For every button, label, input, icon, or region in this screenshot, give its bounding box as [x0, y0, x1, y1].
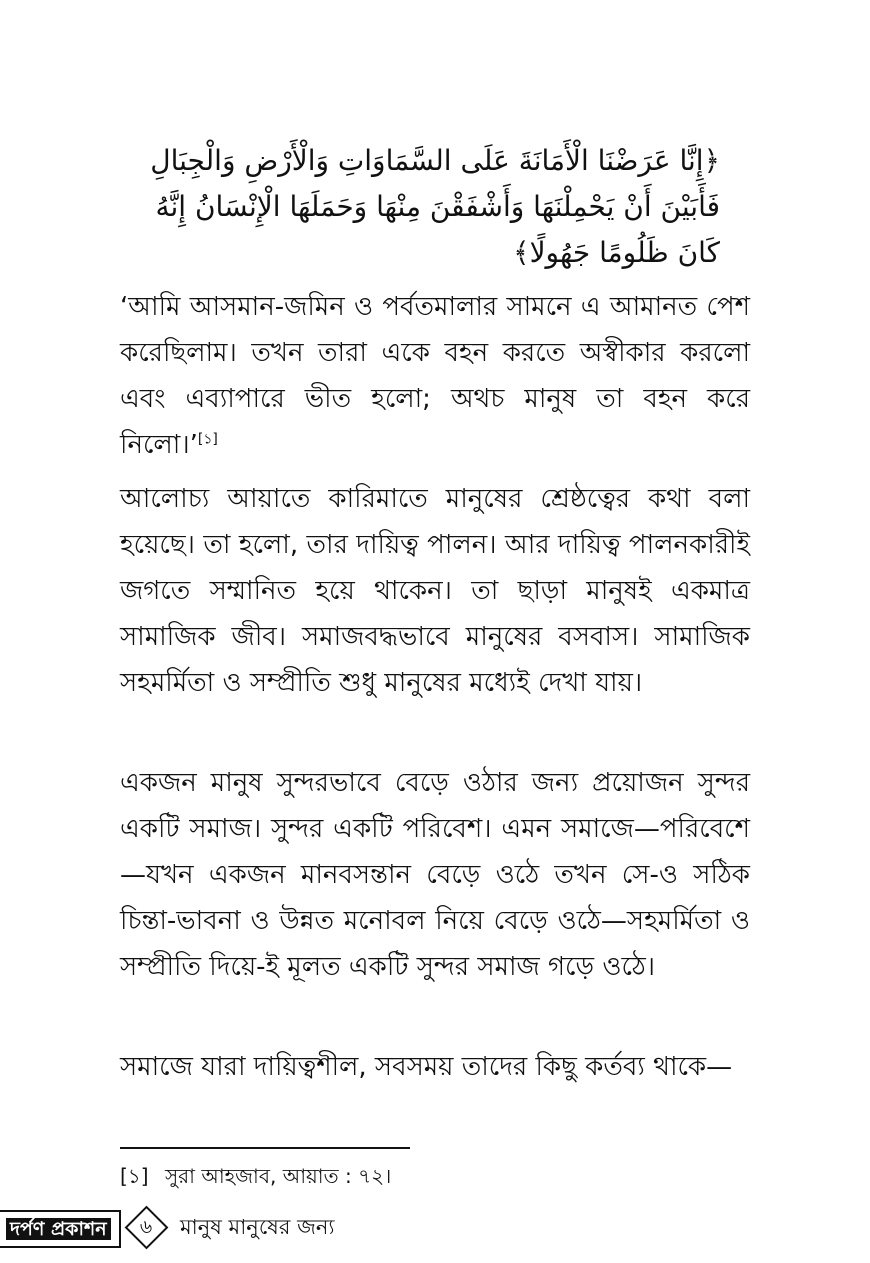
page-number-badge	[126, 1207, 166, 1247]
footnote	[120, 1161, 750, 1191]
verse-translation-paragraph	[120, 284, 750, 468]
verse-line: كَانَ ظَلُومًا جَهُولًا﴾	[513, 236, 720, 269]
verse-line: فَأَبَيْنَ أَنْ يَحْمِلْنَهَا وَأَشْفَقْنَ مِنْهَا وَحَمَلَهَا الْإِنْسَانُ إِنَّهُ	[155, 190, 720, 223]
publisher-name: দর্পণ প্রকাশন	[6, 1218, 111, 1240]
quran-verse	[150, 138, 720, 276]
paragraph-text: সমাজে যারা দায়িত্বশীল, সবসময় তাদের কিছু কর্তব্য থাকে—	[120, 1052, 733, 1082]
paragraph-text: ‘আমি আসমান-জমিন ও পর্বতমালার সামনে এ আমানত পেশ করেছিলাম। তখন তারা একে বহন করতে অস্বীকার করলো এবং এব্যাপারে ভীত হলো; অথচ মানুষ তা বহন করে নিলো।’	[120, 292, 750, 460]
footnote-text: সুরা আহজাব, আয়াত : ৭২।	[164, 1164, 392, 1188]
paragraph-text: একজন মানুষ সুন্দরভাবে বেড়ে ওঠার জন্য প্রয়োজন সুন্দর একটি সমাজ। সুন্দর একটি পরিবেশ। এমন সমাজে—পরিবেশে—যখন একজন মানবসন্তান বেড়ে ওঠে তখন সে-ও সঠিক চিন্তা-ভাবনা ও উন্নত মনোবল নিয়ে বেড়ে ওঠে—সহমর্মিতা ও সম্প্রীতি দিয়ে-ই মূলত একটি সুন্দর সমাজ গড়ে ওঠে।	[120, 768, 750, 982]
footnote-marker: [১]	[120, 1164, 149, 1188]
footnote-reference: [১]	[197, 431, 218, 448]
body-paragraph	[120, 1044, 750, 1090]
body-paragraph	[120, 760, 750, 990]
running-book-title: মানুষ মানুষের জন্য	[180, 1215, 335, 1239]
publisher-badge	[0, 1210, 121, 1248]
body-paragraph	[120, 476, 750, 706]
page-number: ৬	[139, 1216, 153, 1238]
paragraph-text: আলোচ্য আয়াতে কারিমাতে মানুষের শ্রেষ্ঠত্বের কথা বলা হয়েছে। তা হলো, তার দায়িত্ব পালন। আর দায়িত্ব পালনকারীই জগতে সম্মানিত হয়ে থাকেন। তা ছাড়া মানুষই একমাত্র সামাজিক জীব। সমাজবদ্ধভাবে মানুষের বসবাস। সামাজিক সহমর্মিতা ও সম্প্রীতি শুধু মানুষের মধ্যেই দেখা যায়।	[120, 484, 750, 698]
verse-line: ﴿إِنَّا عَرَضْنَا الْأَمَانَةَ عَلَى السَّمَاوَاتِ وَالْأَرْضِ وَالْجِبَالِ	[150, 144, 720, 177]
footnote-divider	[120, 1147, 410, 1149]
page-footer	[0, 1206, 870, 1246]
